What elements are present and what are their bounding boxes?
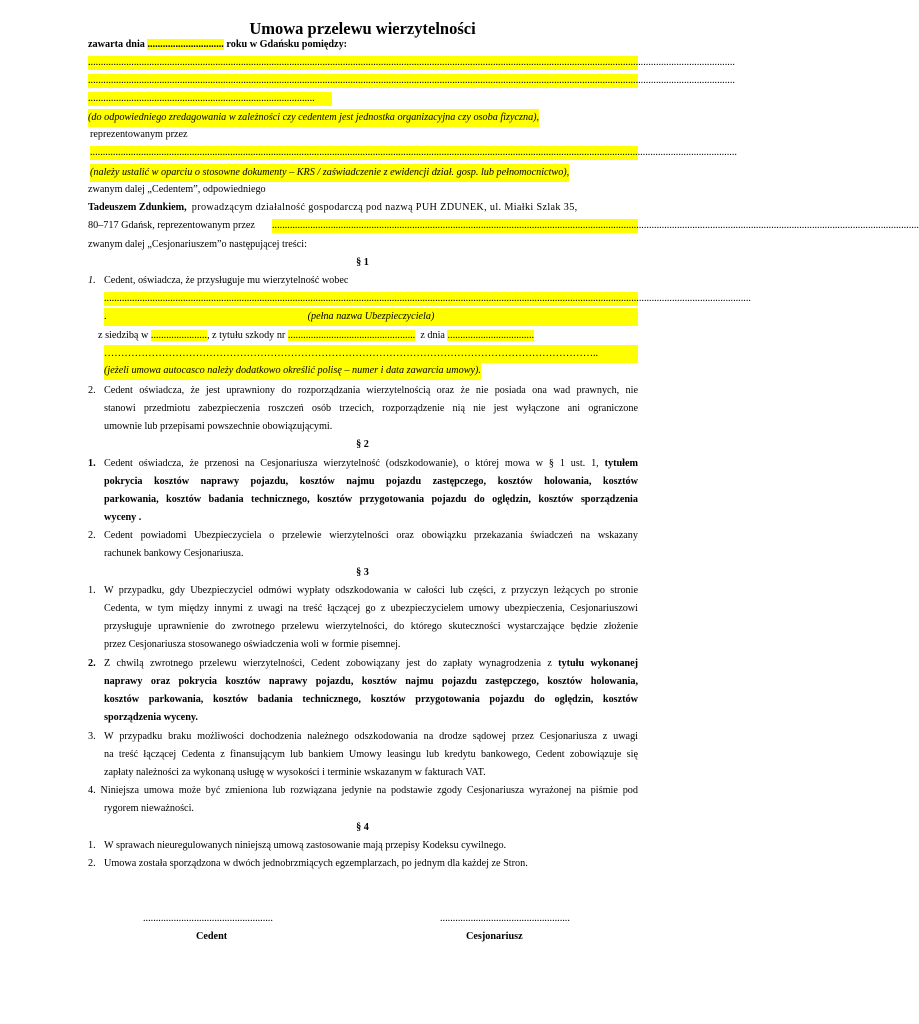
s1-p2-line-2: stanowi przedmiotu zabezpieczenia roszczeń osób trzecich, rozporządzenie nią nie jest wyłączone ani ograniczone: [104, 403, 638, 414]
note-autocasco: (jeżeli umowa autocasco należy dodatkowo określić polisę – numer i data zawarcia umowy).: [104, 362, 481, 380]
s3-p2-line-3: kosztów parkowania, kosztów badania technicznego, kosztów przygotowania pojazdu do oględzin, kosztów: [104, 694, 638, 705]
cesjonariusz-signature-line: ...................................................: [440, 913, 570, 924]
note-cedent-type: (do odpowiedniego zredagowania w zależności czy cedentem jest jednostka organizacyjna czy osoba fizyczna),: [88, 109, 539, 127]
party-dots-line-2: ..............................................................................................................................................................................................................................................................: [88, 75, 735, 86]
section-1-heading: § 1: [356, 257, 369, 268]
s1-p2-number: 2.: [88, 385, 96, 396]
siedziba-dots: ......................: [150, 330, 207, 341]
claim-date-dots: ..................................: [447, 330, 535, 341]
s1-p2-line-1: Cedent oświadcza, że jest uprawniony do rozporządzania wierzytelnością oraz że nie posiada ona wad prawnych, nie: [104, 385, 638, 396]
tz-city: 80–717 Gdańsk, reprezentowanym przez: [88, 220, 255, 231]
s3-p2-line-1: [104, 655, 638, 673]
cesjonariusz-label: zwanym dalej „Cesjonariuszem”o następującej treści:: [88, 239, 307, 250]
long-dots-line: ………………………………………………………………………………………………………………………………..: [104, 345, 638, 363]
siedziba-line: [98, 327, 534, 345]
s4-p2-text: Umowa została sporządzona w dwóch jednobrzmiących egzemplarzach, po jednym dla każdej ze Stron.: [104, 858, 528, 869]
s3-p1-line-2: Cedenta, w tym między innymi z uwagi na treść łączącej go z ubezpieczycielem umowy ubezpieczenia, Cesjonariuszowi: [104, 603, 638, 614]
s4-p1-text: W sprawach nieuregulowanych niniejszą umową zastosowanie mają przepisy Kodeksu cywilnego.: [104, 840, 507, 851]
s3-p1-line-4: przez Cesjonariusza stosowanego oświadczenia woli w formie pisemnej.: [104, 639, 401, 650]
s3-p1-line-1: W przypadku, gdy Ubezpieczyciel odmówi wypłaty odszkodowania w całości lub części, z przyczyn leżących po stronie: [104, 585, 638, 596]
s1-p1-text: Cedent, oświadcza, że przysługuje mu wierzytelność wobec: [104, 275, 349, 286]
zawarta-label: zawarta dnia: [88, 39, 145, 50]
siedziba-label: z siedzibą w: [98, 330, 149, 341]
insurer-name-text: (pełna nazwa Ubezpieczyciela): [307, 311, 435, 322]
tz-line: [88, 199, 608, 217]
s3-p2-line-4: sporządzenia wyceny.: [104, 712, 198, 723]
insurer-dots: ..............................................................................................................................................................................................................................................................: [104, 293, 751, 304]
cedent-label: zwanym dalej „Cedentem”, odpowiedniego: [88, 184, 266, 195]
s3-p4-line-2: rygorem nieważności.: [104, 803, 194, 814]
s3-p1-line-3: przysługuje uprawnienie do zwrotnego przelewu wierzytelności, do którego skuteczności wystarczające będzie złożenie: [104, 621, 638, 632]
s2-p2-line-1: Cedent powiadomi Ubezpieczyciela o przelewie wierzytelności oraz obowiązku przekazania świadczeń na wskazany: [104, 530, 638, 541]
claim-number-dots: ..................................................: [287, 330, 416, 341]
tytul-szkody-label: , z tytułu szkody nr: [206, 330, 286, 341]
s3-p2-line-2: naprawy oraz pokrycia kosztów naprawy pojazdu, kosztów najmu pojazdu zastępczego, kosztów holowania,: [104, 676, 638, 687]
s2-p1-number: 1.: [88, 458, 96, 469]
s3-p1-number: 1.: [88, 585, 96, 596]
s2-p2-line-2: rachunek bankowy Cesjonariusza.: [104, 548, 244, 559]
s3-p2-line-1-bold: tytułu wykonanej: [558, 658, 638, 669]
representative-dots: ..............................................................................................................................................................................................................................................................: [90, 147, 737, 158]
s2-p1-line-3: parkowania, kosztów badania technicznego, kosztów przygotowania pojazdu do oględzin, kosztów sporządzenia: [104, 494, 638, 505]
note-documents: (należy ustalić w oparciu o stosowne dokumenty – KRS / zaświadczenie z ewidencji dział. gosp. lub pełnomocnictwo),: [90, 164, 569, 182]
tz-business: prowadzącym działalność gospodarczą pod nazwą PUH ZDUNEK, ul. Miałki Szlak 35,: [191, 202, 578, 213]
party-dots-line-1: ..............................................................................................................................................................................................................................................................: [88, 57, 735, 68]
s2-p1-line-4: wyceny .: [104, 512, 142, 523]
z-dnia-label: z dnia: [420, 330, 445, 341]
s2-p1-line-1: [104, 455, 638, 473]
gdansk-label: roku w Gdańsku pomiędzy:: [226, 39, 348, 50]
section-3-heading: § 3: [356, 567, 369, 578]
section-4-heading: § 4: [356, 822, 369, 833]
s4-p2-number: 2.: [88, 858, 96, 869]
s2-p2-number: 2.: [88, 530, 96, 541]
s1-p1-number: 1.: [88, 275, 96, 286]
tz-city-line: [88, 217, 255, 235]
s2-p1-line-1-regular: Cedent oświadcza, że przenosi na Cesjonariusza wierzytelność (odszkodowanie), o której mowa w § 1 ust. 1,: [104, 458, 599, 469]
cedent-signature-line: ...................................................: [143, 913, 273, 924]
insurer-dot: .: [104, 311, 107, 322]
s2-p1-line-2: pokrycia kosztów naprawy pojazdu, kosztów najmu pojazdu zastępczego, kosztów holowania, kosztów: [104, 476, 638, 487]
cesjonariusz-signature-label: Cesjonariusz: [466, 931, 523, 942]
s3-p2-line-1-regular: Z chwilą zwrotnego przelewu wierzytelności, Cedent zobowiązany jest do zapłaty wynagrodzenia z: [104, 658, 552, 669]
s2-p1-line-1-bold: tytułem: [604, 458, 638, 469]
s3-p2-number: 2.: [88, 658, 96, 669]
s3-p3-line-1: W przypadku braku możliwości dochodzenia należnego odszkodowania na drodze sądowej przez Cesjonariusza z uwagi: [104, 731, 638, 742]
insurer-name-label: [104, 308, 638, 326]
document-title: Umowa przelewu wierzytelności: [249, 19, 476, 38]
s1-p2-line-3: umownie lub przepisami powszechnie obowiązującymi.: [104, 421, 333, 432]
tz-name: Tadeuszem Zdunkiem,: [88, 202, 187, 213]
s3-p4-line-1: 4. Niniejsza umowa może być zmieniona lub rozwiązana jedynie na podstawie zgody Cesjonariusza wyrażonej na piśmie pod: [88, 785, 638, 796]
party-dots-line-3: .........................................................................................: [88, 92, 332, 106]
date-placeholder: ..............................: [147, 39, 224, 50]
cedent-signature-label: Cedent: [196, 931, 228, 942]
s3-p3-line-3: zapłaty należności za wykonaną usługę w wysokości i terminie wskazanym w fakturach VAT.: [104, 767, 486, 778]
represented-by-label: reprezentowanym przez: [90, 129, 188, 140]
intro-line: [88, 36, 347, 54]
s3-p3-number: 3.: [88, 731, 96, 742]
s4-p1-number: 1.: [88, 840, 96, 851]
s3-p3-line-2: na treść łączącej Cedenta z finansującym lub bankiem Umowy leasingu lub kredytu bankowego, Cedent zobowiązuje się: [104, 749, 638, 760]
section-2-heading: § 2: [356, 439, 369, 450]
tz-representative-dots: ..............................................................................................................................................................................................................................................................: [272, 220, 919, 231]
